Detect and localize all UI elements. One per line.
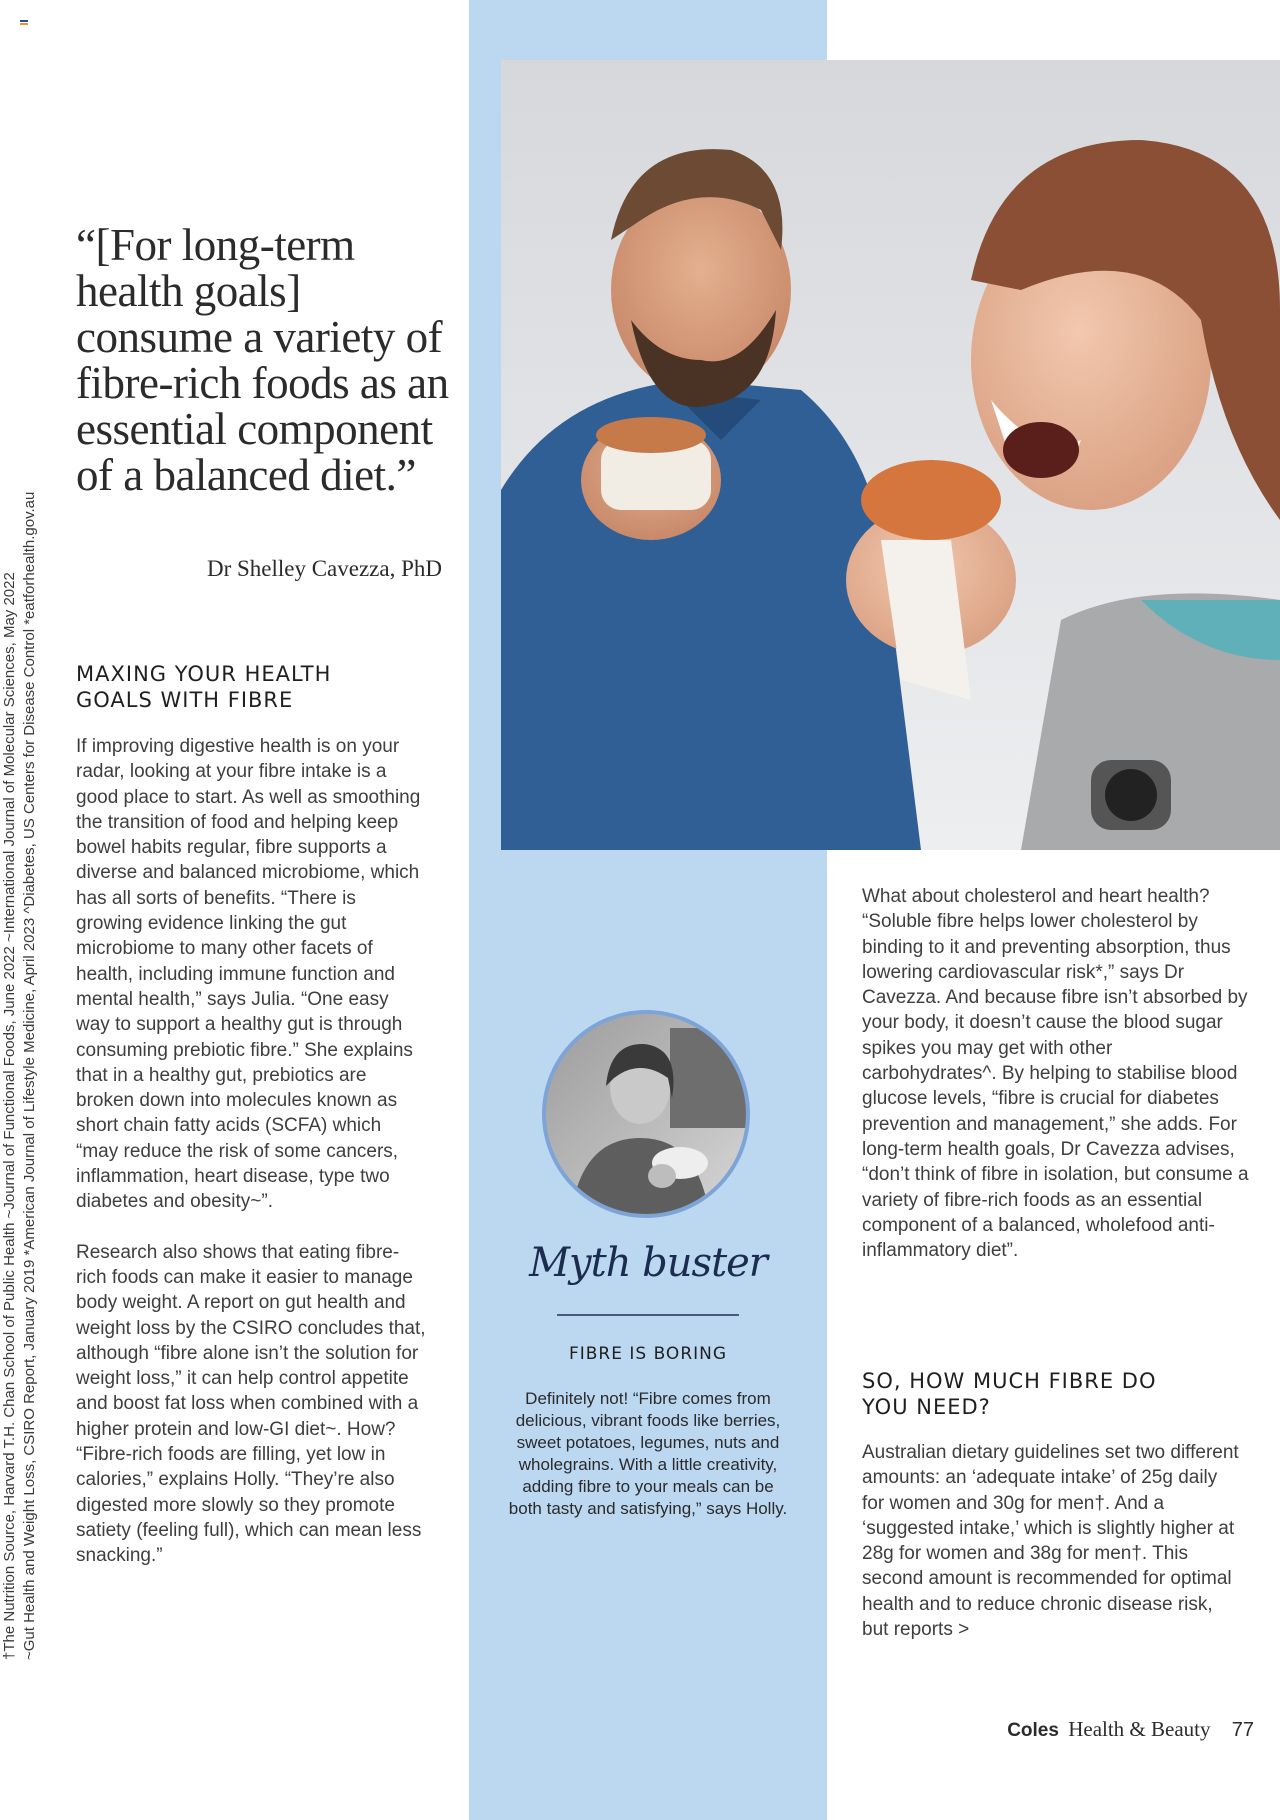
section-heading-fibre: MAXING YOUR HEALTH GOALS WITH FIBRE	[76, 662, 332, 712]
page-footer	[1007, 1717, 1254, 1742]
quote-author: Dr Shelley Cavezza, PhD	[206, 556, 442, 581]
myth-buster-title: Myth buster	[529, 1240, 767, 1286]
page-number: 77	[1231, 1719, 1254, 1741]
pull-quote: “[For long-term health goals] consume a variety of fibre-rich foods as an essential component of a balanced diet.”	[76, 220, 449, 500]
body-paragraph: What about cholesterol and heart health? “Soluble fibre helps lower cholesterol by binding to it and preventing absorption, thus lowering cardiovascular risk*,” says Dr Cavezza. And because fibre isn’t absorbed by your body, it doesn’t cause the blood sugar spikes you may get with other carbohydrates^. By helping to stabilise blood glucose levels, “fibre is crucial for diabetes prevention and management,” she adds. For long-term health goals, Dr Cavezza advises, “don’t think of fibre in isolation, but consume a variety of fibre-rich foods as an essential component of a balanced, wholefood anti-inflammatory diet”.	[862, 886, 1249, 1262]
footnote-line-2: ~Gut Health and Weight Loss, CSIRO Report, January 2019 *American Journal of Lifestyle Medicine, April 2023 ^Diabetes, US Centers for Disease Control *eatforhealth.gov.au	[21, 491, 38, 1660]
vertical-footnotes	[0, 400, 44, 1660]
body-paragraph: Australian dietary guidelines set two different amounts: an ‘adequate intake’ of 25g daily for women and 30g for men†. And a ‘suggested intake,’ which is slightly higher at 28g for women and 38g for men†. This second amount is recommended for optimal health and to reduce chronic disease risk, but reports >	[862, 1442, 1239, 1641]
myth-buster-avatar	[540, 1008, 752, 1220]
footnote-line-1: †The Nutrition Source, Harvard T.H. Chan School of Public Health ~Journal of Functional Foods, June 2022 ~International Journal of Molecular Sciences, May 2022	[1, 572, 18, 1660]
myth-body: Definitely not! “Fibre comes from delicious, vibrant foods like berries, sweet potatoes, legumes, nuts and wholegrains. With a little creativity, adding fibre to your meals can be both tasty and satisfying,” says Holly.	[508, 1389, 788, 1518]
right-body-column	[862, 884, 1252, 1288]
myth-divider	[557, 1314, 739, 1316]
left-body-column	[76, 734, 426, 1594]
body-paragraph: Research also shows that eating fibre-rich foods can make it easier to manage body weight. A report on gut health and weight loss by the CSIRO concludes that, although “fibre alone isn’t the solution for weight loss,” it can help control appetite and boost fat loss when combined with a higher protein and low-GI diet~. How? “Fibre-rich foods are filling, yet low in calories,” explains Holly. “They’re also digested more slowly so they promote satiety (feeling full), which can mean less snacking.”	[76, 1241, 426, 1567]
myth-heading: FIBRE IS BORING	[568, 1344, 728, 1364]
body-paragraph: If improving digestive health is on your radar, looking at your fibre intake is a good place to start. As well as smoothing the transition of food and helping keep bowel habits regular, fibre supports a diverse and balanced microbiome, which has all sorts of benefits. “There is growing evidence linking the gut microbiome to many other facets of health, including immune function and mental health,” says Julia. “One easy way to support a healthy gut is through consuming prebiotic fibre.” She explains that in a healthy gut, prebiotics are broken down into molecules known as short chain fatty acids (SCFA) which “may reduce the risk of some cancers, inflammation, heart disease, type two diabetes and obesity~”.	[76, 736, 421, 1213]
section-heading-how-much: SO, HOW MUCH FIBRE DO YOU NEED?	[862, 1369, 1157, 1419]
hero-photo-couple-eating	[501, 60, 1280, 850]
corner-mark-icon	[20, 20, 28, 28]
footer-section: Health & Beauty	[1068, 1717, 1211, 1741]
footer-brand: Coles	[1007, 1720, 1059, 1741]
right-body-column-2	[862, 1440, 1242, 1667]
